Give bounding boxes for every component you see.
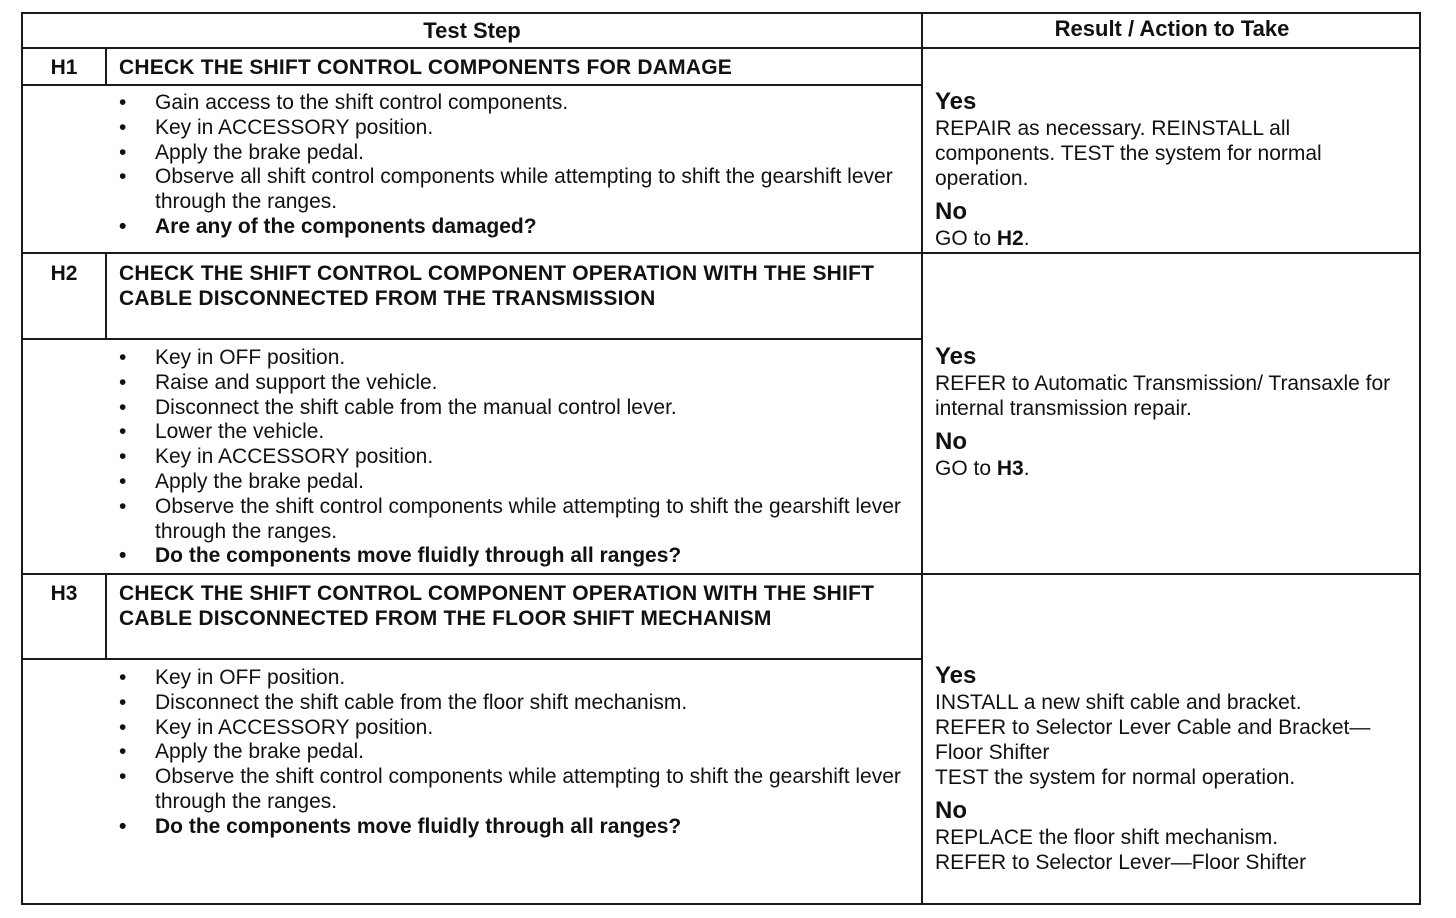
- title-divider: [23, 84, 921, 86]
- bullet-item: • Key in OFF position.: [119, 346, 909, 371]
- step-question: • Do the components move fluidly through all ranges?: [119, 544, 909, 569]
- bullet-item: • Disconnect the shift cable from the manual control lever.: [119, 396, 909, 421]
- diagnostic-table: [21, 12, 1421, 905]
- step-bullets-h1: [119, 91, 909, 240]
- step-bullets-h3: [119, 666, 909, 840]
- id-divider: [105, 573, 107, 658]
- header-divider: [23, 47, 1421, 49]
- bullet-item: • Observe the shift control components while attempting to shift the gearshift lever through the ranges.: [119, 495, 909, 545]
- no-action-suffix: .: [1023, 457, 1030, 480]
- no-label: No: [935, 797, 967, 824]
- step-question: • Are any of the components damaged?: [119, 215, 909, 240]
- no-action-line: REPLACE the floor shift mechanism.: [935, 826, 1279, 849]
- step-question: • Do the components move fluidly through all ranges?: [119, 815, 909, 840]
- yes-action-line: REFER to Selector Lever Cable and Bracket—Floor Shifter: [935, 716, 1371, 764]
- no-label: No: [935, 428, 967, 455]
- bullet-item: • Apply the brake pedal.: [119, 141, 909, 166]
- bullet-item: • Key in OFF position.: [119, 666, 909, 691]
- header-result-action: Result / Action to Take: [1054, 16, 1290, 41]
- step-title-h1: CHECK THE SHIFT CONTROL COMPONENTS FOR DAMAGE: [119, 56, 732, 79]
- step-id-h2: H2: [50, 262, 78, 285]
- id-divider: [105, 47, 107, 84]
- step-title-h3: CHECK THE SHIFT CONTROL COMPONENT OPERATION WITH THE SHIFT CABLE DISCONNECTED FROM THE FLOOR SHIFT MECHANISM: [119, 582, 875, 630]
- goto-step-link: H3: [996, 457, 1024, 480]
- bullet-item: • Key in ACCESSORY position.: [119, 116, 909, 141]
- bullet-item: • Lower the vehicle.: [119, 420, 909, 445]
- bullet-item: • Apply the brake pedal.: [119, 740, 909, 765]
- result-h3: [935, 662, 1415, 875]
- bullet-item: • Key in ACCESSORY position.: [119, 445, 909, 470]
- bullet-item: • Gain access to the shift control components.: [119, 91, 909, 116]
- column-divider: [921, 14, 923, 905]
- bullet-item: • Observe all shift control components while attempting to shift the gearshift lever through the ranges.: [119, 165, 909, 215]
- bullet-item: • Key in ACCESSORY position.: [119, 716, 909, 741]
- no-action-suffix: .: [1023, 227, 1030, 250]
- bullet-item: • Disconnect the shift cable from the floor shift mechanism.: [119, 691, 909, 716]
- title-divider: [23, 658, 921, 660]
- yes-action: REPAIR as necessary. REINSTALL all components. TEST the system for normal operation.: [935, 117, 1322, 190]
- id-divider: [105, 252, 107, 338]
- bullet-item: • Raise and support the vehicle.: [119, 371, 909, 396]
- step-id-h1: H1: [50, 56, 78, 79]
- goto-step-link: H2: [996, 227, 1024, 250]
- bullet-item: • Apply the brake pedal.: [119, 470, 909, 495]
- step-bullets-h2: [119, 346, 909, 569]
- yes-label: Yes: [935, 662, 977, 689]
- no-action: [935, 226, 1415, 251]
- title-divider: [23, 338, 921, 340]
- no-action: [935, 456, 1415, 481]
- yes-action: REFER to Automatic Transmission/ Transaxle for internal transmission repair.: [935, 372, 1391, 420]
- no-label: No: [935, 198, 967, 225]
- yes-action-line: TEST the system for normal operation.: [935, 766, 1296, 789]
- yes-action-line: INSTALL a new shift cable and bracket.: [935, 691, 1302, 714]
- bullet-item: • Observe the shift control components while attempting to shift the gearshift lever through the ranges.: [119, 765, 909, 815]
- result-h2: [935, 343, 1415, 481]
- row-divider: [23, 252, 1421, 254]
- step-id-h3: H3: [50, 582, 78, 605]
- row-divider: [23, 573, 1421, 575]
- yes-label: Yes: [935, 343, 977, 370]
- result-h1: [935, 88, 1415, 251]
- yes-label: Yes: [935, 88, 977, 115]
- no-action-text: GO to: [935, 457, 997, 480]
- step-title-h2: CHECK THE SHIFT CONTROL COMPONENT OPERATION WITH THE SHIFT CABLE DISCONNECTED FROM THE TRANSMISSION: [119, 262, 875, 310]
- no-action-text: GO to: [935, 227, 997, 250]
- header-test-step: Test Step: [423, 18, 521, 43]
- no-action-line: REFER to Selector Lever—Floor Shifter: [935, 851, 1307, 874]
